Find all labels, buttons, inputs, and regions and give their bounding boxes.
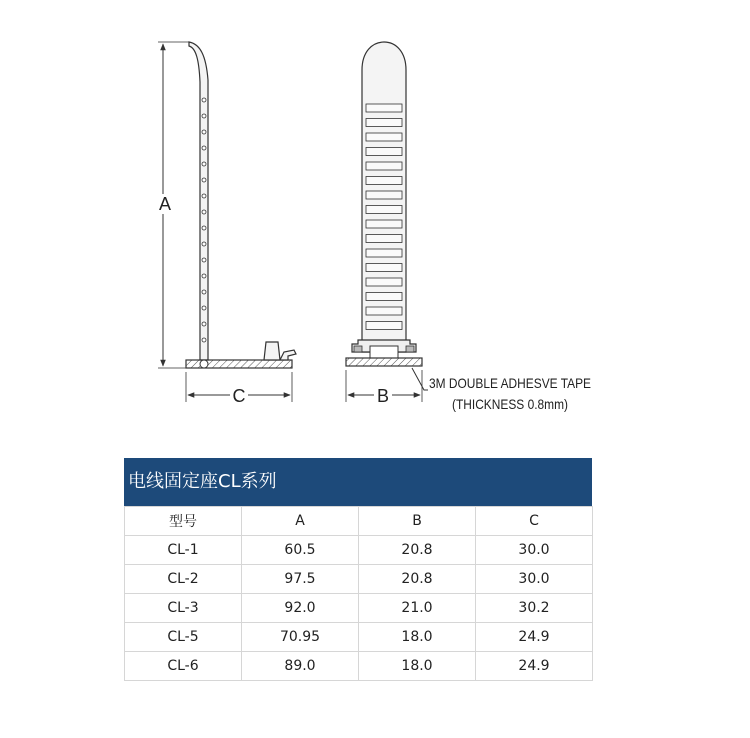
tape-note-line1: 3M DOUBLE ADHESVE TAPE [429,375,591,391]
strap-rib [366,307,402,315]
tape-note-line2: (THICKNESS 0.8mm) [452,396,568,412]
strap-hole [202,274,206,278]
cell-a: 60.5 [242,536,359,565]
front-view [346,42,591,412]
table-row [125,594,593,623]
strap-hole [202,178,206,182]
table-row [125,652,593,681]
strap-rib [366,264,402,272]
side-view-strap [189,42,208,360]
cell-b: 21.0 [359,594,476,623]
cell-model: CL-1 [125,536,242,565]
cell-b: 18.0 [359,623,476,652]
strap-rib [366,235,402,243]
cell-model: CL-2 [125,565,242,594]
dim-b-label: B [376,386,390,406]
header-a: A [242,507,359,536]
cell-model: CL-6 [125,652,242,681]
strap-hole [202,162,206,166]
strap-rib [366,220,402,228]
header-b: B [359,507,476,536]
strap-hole [202,338,206,342]
cell-model: CL-3 [125,594,242,623]
strap-hole [202,210,206,214]
cell-model: CL-5 [125,623,242,652]
cell-a: 89.0 [242,652,359,681]
cell-a: 70.95 [242,623,359,652]
cell-c: 30.0 [476,536,593,565]
strap-hole [202,306,206,310]
cell-b: 18.0 [359,652,476,681]
cell-b: 20.8 [359,565,476,594]
strap-hole [202,226,206,230]
strap-rib [366,162,402,170]
table-title: 电线固定座CL系列 [124,458,592,506]
front-view-base [346,358,422,366]
cell-a: 92.0 [242,594,359,623]
table-row [125,623,593,652]
table-header-row [125,507,593,536]
header-c: C [476,507,593,536]
side-view-clip [264,342,296,360]
tape-leader [412,368,428,390]
header-model: 型号 [125,507,242,536]
strap-rib [366,177,402,185]
strap-hole [202,322,206,326]
spec-table [124,458,592,681]
table-row [125,536,593,565]
cell-c: 24.9 [476,652,593,681]
strap-rib [366,206,402,214]
strap-hole [202,130,206,134]
strap-hole [202,242,206,246]
cell-c: 30.0 [476,565,593,594]
strap-rib [366,278,402,286]
cell-a: 97.5 [242,565,359,594]
strap-rib [366,104,402,112]
strap-hole [202,258,206,262]
side-view-pivot [200,360,208,368]
strap-hole [202,98,206,102]
strap-rib [366,191,402,199]
strap-rib [366,119,402,127]
strap-rib [366,293,402,301]
cell-b: 20.8 [359,536,476,565]
strap-rib [366,133,402,141]
cell-c: 24.9 [476,623,593,652]
strap-hole [202,146,206,150]
cell-c: 30.2 [476,594,593,623]
spec-grid [124,506,593,681]
strap-hole [202,194,206,198]
dim-c-label: C [232,386,246,406]
strap-rib [366,322,402,330]
strap-rib [366,249,402,257]
strap-rib [366,148,402,156]
strap-hole [202,290,206,294]
table-row [125,565,593,594]
strap-hole [202,114,206,118]
side-view [154,42,296,406]
dim-a-label: A [158,194,172,214]
